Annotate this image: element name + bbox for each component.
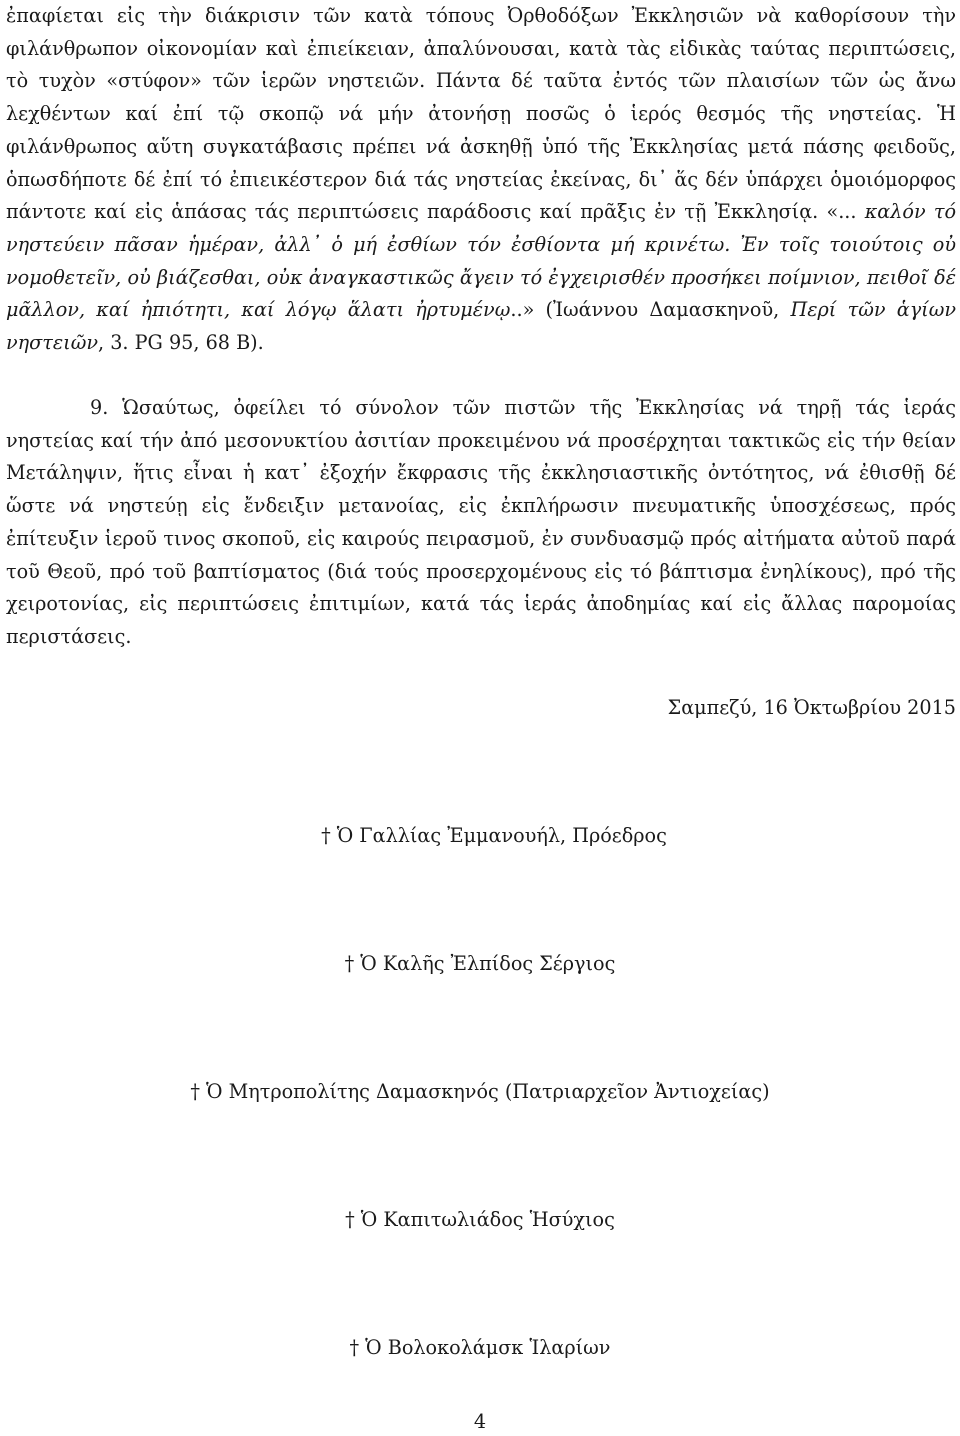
cross-icon: † xyxy=(344,952,355,975)
date-line: Σαμπεζύ, 16 Ὀκτωβρίου 2015 xyxy=(667,696,956,719)
signature-name: Ὁ Γαλλίας Ἐμμανουήλ, Πρόεδρος xyxy=(336,824,667,847)
quotation: καλόν τό νηστεύειν πᾶσαν ἡμέραν, ἀλλ᾽ ὁ μή ἐσθίων τόν ἐσθίοντα μή κρινέτω. Ἐν τοῖς τοιούτοις οὐ νομοθετεῖν, οὐ βιάζεσθαι, οὐκ ἀναγκαστικῶς ἄγειν τό ἐγχειρισθέν προσήκει ποίμνιον, πειθοῖ δέ μᾶλλον, καί ἠπιότητι, καί λόγῳ ἅλατι ἠρτυμένῳ xyxy=(6,200,957,322)
signature-line xyxy=(0,1332,960,1364)
signature-name: Ὁ Καλῆς Ἐλπίδος Σέργιος xyxy=(360,952,616,975)
signature-name: Ὁ Βολοκολάμσκ Ἱλαρίων xyxy=(365,1336,611,1359)
body-paragraph-continued xyxy=(6,0,956,360)
signature-line xyxy=(0,948,960,980)
page-number: 4 xyxy=(473,1410,487,1433)
citation-title: Περί τῶν ἁγίων νηστειῶν xyxy=(6,298,957,355)
cross-icon: † xyxy=(349,1336,360,1359)
paragraph-text: Ὡσαύτως, ὀφείλει τό σύνολον τῶν πιστῶν τῆς Ἐκκλησίας νά τηρῇ τάς ἱεράς νηστείας καί τήν ἀπό μεσονυκτίου ἀσιτίαν προκειμένου νά προσέρχηται τακτικῶς εἰς τήν θείαν Μετάληψιν, ἥτις εἶναι ἡ κατ᾽ ἐξοχήν ἔκφρασις τῆς ἐκκλησιαστικῆς ὀντότητος, νά ἐθισθῇ δέ ὥστε νά νηστεύῃ εἰς ἔνδειξιν μετανοίας, εἰς ἐκπλήρωσιν πνευματικῆς ὑποσχέσεως, πρός ἐπίτευξιν ἱεροῦ τινος σκοποῦ, εἰς καιρούς πειρασμοῦ, ἐν συνδυασμῷ πρός αἰτήματα αὐτοῦ παρά τοῦ Θεοῦ, πρό τοῦ βαπτίσματος (διά τούς προσερχομένους εἰς τό βάπτισμα ἐνηλίκους), πρό τῆς χειροτονίας, εἰς περιπτώσεις ἐπιτιμίων, κατά τάς ἱεράς ἀποδημίας καί εἰς ἄλλας παρομοίας περιστάσεις. xyxy=(6,396,956,648)
body-paragraph-9 xyxy=(6,392,956,654)
cross-icon: † xyxy=(190,1080,200,1103)
signature-name: Ὁ Καπιτωλιάδος Ἡσύχιος xyxy=(360,1208,615,1231)
signature-line xyxy=(0,1204,960,1236)
paragraph-number: 9. xyxy=(90,396,109,419)
signature-name: Ὁ Μητροπολίτης Δαμασκηνός (Πατριαρχεῖον Ἀντιοχείας) xyxy=(205,1080,770,1103)
citation-open: ..» (Ἰωάννου Δαμασκηνοῦ, xyxy=(510,298,791,322)
paragraph-text: ἐπαφίεται εἰς τὴν διάκρισιν τῶν κατὰ τόπους Ὀρθοδόξων Ἐκκλησιῶν νὰ καθορίσουν τὴν φιλάνθρωπον οἰκονομίαν καὶ ἐπιείκειαν, ἀπαλύνουσαι, κατὰ τὰς εἰδικὰς ταύτας περιπτώσεις, τὸ τυχὸν «στύφον» τῶν ἱερῶν νηστειῶν. Πάντα δέ ταῦτα ἐντός τῶν πλαισίων τῶν ὡς ἄνω λεχθέντων καί ἐπί τῷ σκοπῷ νά μήν ἀτονήσῃ ποσῶς ὁ ἱερός θεσμός τῆς νηστείας. Ἡ φιλάνθρωπος αὕτη συγκατάβασις πρέπει νά ἀσκηθῇ ὑπό τῆς Ἐκκλησίας μετά πάσης φειδοῦς, ὁπωσδήποτε δέ ἐπί τό ἐπιεικέστερον διά τάς νηστείας ἐκείνας, δι᾽ ἅς δέν ὑπάρχει ὁμοιόμορφος πάντοτε καί εἰς ἁπάσας τάς περιπτώσεις παράδοσις καί πρᾶξις ἐν τῇ Ἐκκλησίᾳ. «... xyxy=(6,4,956,224)
signature-line xyxy=(14,820,960,852)
cross-icon: † xyxy=(345,1208,355,1231)
cross-icon: † xyxy=(321,824,331,847)
signature-line xyxy=(0,1076,960,1108)
citation-reference: , 3. PG 95, 68 B). xyxy=(98,331,264,355)
